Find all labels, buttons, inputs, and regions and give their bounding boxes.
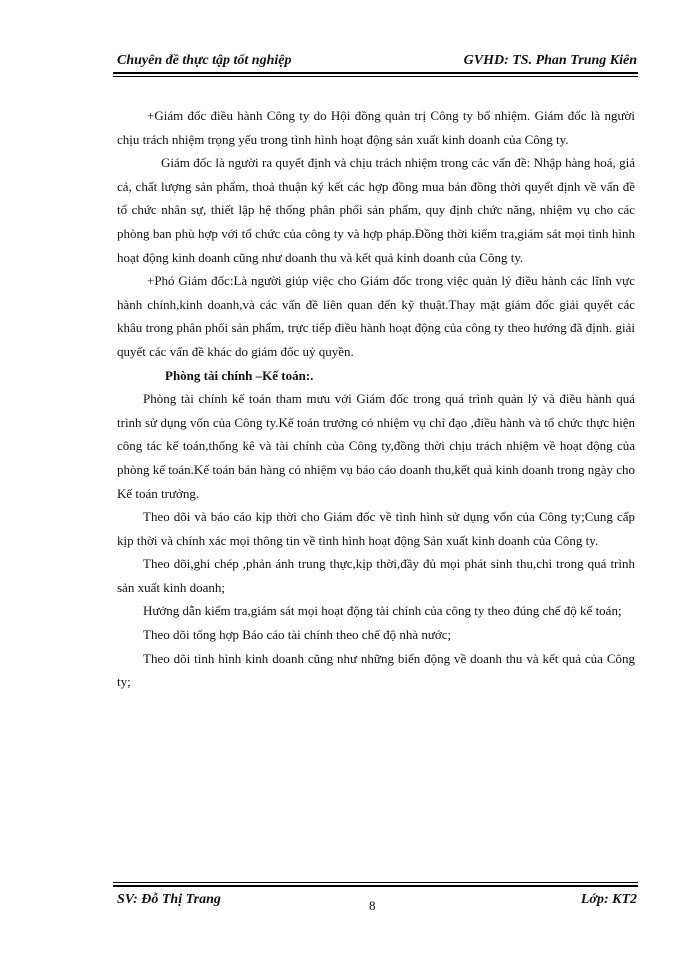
page-number: 8 [369,898,376,913]
section-heading-finance-accounting: Phòng tài chính –Kế toán:. [165,367,314,383]
paragraph-director: +Giám đốc điều hành Công ty do Hội đồng quản trị Công ty bổ nhiệm. Giám đốc là người chịu trách nhiệm trọng yếu trong tình hình hoạt động sản xuất kinh doanh của Công ty. [117,108,635,147]
page-footer [117,890,637,914]
paragraph-finance-role: Phòng tài chính kế toán tham mưu với Giám đốc trong quá trình quản lý và điều hành quá trình sử dụng vốn của Công ty.Kế toán trưởng có nhiệm vụ chỉ đạo ,điều hành và tổ chức thực hiện công tác kế toán,thống kê và tài chính của Công ty,đồng thời chịu trách nhiệm về hoạt động của phòng kế toán.Kế toán bán hàng có nhiệm vụ báo cáo doanh thu,kết quả kinh doanh trong ngày cho Kế toán trưởng. [117,391,635,501]
page-header [117,50,637,72]
paragraph-director-duties: Giám đốc là người ra quyết định và chịu trách nhiệm trong các vấn đề: Nhập hàng hoá, giá cả, chất lượng sản phẩm, thoả thuận ký kết các hợp đồng mua bán đồng thời quyết định về vấn đề tổ chức nhân sự, thiết lập hệ thống phân phối sản phẩm, quy định chức năng, nhiệm vụ cho các phòng ban phù hợp với tổ chức của công ty và hợp pháp.Đồng thời kiểm tra,giám sát mọi tình hình hoạt động kinh doanh cũng như doanh thu và kết quả kinh doanh của Công ty. [117,155,635,265]
footer-student: SV: Đỗ Thị Trang [117,892,221,907]
paragraph-deputy-director: +Phó Giám đốc:Là người giúp việc cho Giám đốc trong việc quản lý điều hành các lĩnh vực hành chính,kinh doanh,và các vấn đề liên quan đến kỹ thuật.Thay mặt giám đốc giải quyết các khâu trong phân phối sản phẩm, trực tiếp điều hành hoạt động của công ty theo hướng đã định. giải quyết các vấn đề khác do giám đốc uỷ quyền. [117,273,635,359]
header-document-title: Chuyên đề thực tập tốt nghiệp [117,53,292,68]
paragraph-reporting: Theo dõi và báo cáo kịp thời cho Giám đốc về tình hình sử dụng vốn của Công ty;Cung cấp kịp thời và chính xác mọi thông tin về tình hình hoạt động Sản xuất kinh doanh của Công ty. [117,509,635,548]
footer-class: Lớp: KT2 [580,892,637,907]
header-divider [113,72,638,77]
paragraph-recording: Theo dõi,ghi chép ,phản ánh trung thực,kịp thời,đầy đủ mọi phát sinh thu,chi trong quá trình sản xuất kinh doanh; [117,556,635,595]
header-advisor: GVHD: TS. Phan Trung Kiên [463,53,637,68]
paragraph-financial-statements: Theo dõi tổng hợp Báo cáo tài chính theo chế độ nhà nước; [143,627,452,643]
paragraph-guidance: Hướng dẫn kiểm tra,giám sát mọi hoạt động tài chính của công ty theo đúng chế độ kế toán; [143,603,622,619]
footer-divider [113,882,638,887]
document-body [117,104,635,694]
paragraph-business-tracking: Theo dõi tình hình kinh doanh cũng như những biến động về doanh thu và kết quả của Công ty; [117,650,635,690]
